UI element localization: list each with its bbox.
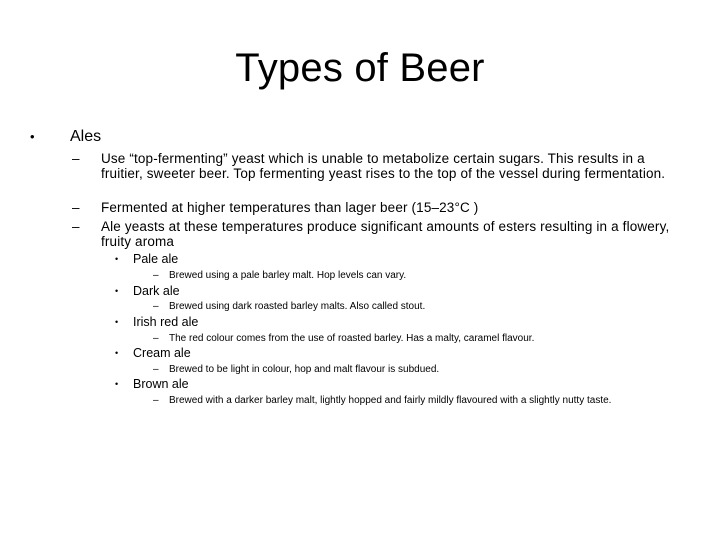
ale-description-text: Brewed using dark roasted barley malts. Also called stout. [169, 301, 426, 312]
main-bullet-text: Ales [70, 128, 102, 145]
sub-point-temperature [72, 200, 672, 215]
ale-description-text: Brewed using a pale barley malt. Hop levels can vary. [169, 270, 407, 281]
sub-point-text: Use “top-fermenting” yeast which is unable to metabolize certain sugars. This results in a fruitier, sweeter beer. Top fermenting yeast rises to the top of the vessel during fermentation. [101, 151, 666, 181]
bullet-marker: • [115, 286, 119, 296]
sub-point-top-fermenting [72, 151, 672, 181]
dash-marker: – [72, 151, 80, 166]
dash-marker: – [153, 395, 159, 406]
ale-type-name: Irish red ale [133, 315, 199, 329]
bullet-marker: • [30, 129, 35, 144]
bullet-marker: • [115, 317, 119, 327]
ale-description-text: Brewed with a darker barley malt, lightly hopped and fairly mildly flavoured with a slightly nutty taste. [169, 395, 612, 406]
dash-marker: – [72, 219, 80, 234]
slide-title: Types of Beer [235, 46, 485, 90]
ale-type-name: Brown ale [133, 377, 189, 391]
sub-point-esters [72, 219, 672, 249]
ale-description-text: Brewed to be light in colour, hop and malt flavour is subdued. [169, 364, 440, 375]
bullet-marker: • [115, 379, 119, 389]
ale-type-name: Pale ale [133, 252, 179, 266]
ale-type-name: Dark ale [133, 284, 180, 298]
dash-marker: – [153, 301, 159, 312]
sub-point-text: Ale yeasts at these temperatures produce significant amounts of esters resulting in a flowery, fruity aroma [101, 219, 670, 249]
dash-marker: – [153, 270, 159, 281]
ale-description-text: The red colour comes from the use of roasted barley. Has a malty, caramel flavour. [169, 333, 535, 344]
dash-marker: – [153, 333, 159, 344]
bullet-marker: • [115, 348, 119, 358]
dash-marker: – [72, 200, 80, 215]
sub-point-text: Fermented at higher temperatures than lager beer (15–23°C ) [101, 200, 479, 215]
dash-marker: – [153, 364, 159, 375]
bullet-marker: • [115, 254, 119, 264]
ale-type-name: Cream ale [133, 346, 191, 360]
